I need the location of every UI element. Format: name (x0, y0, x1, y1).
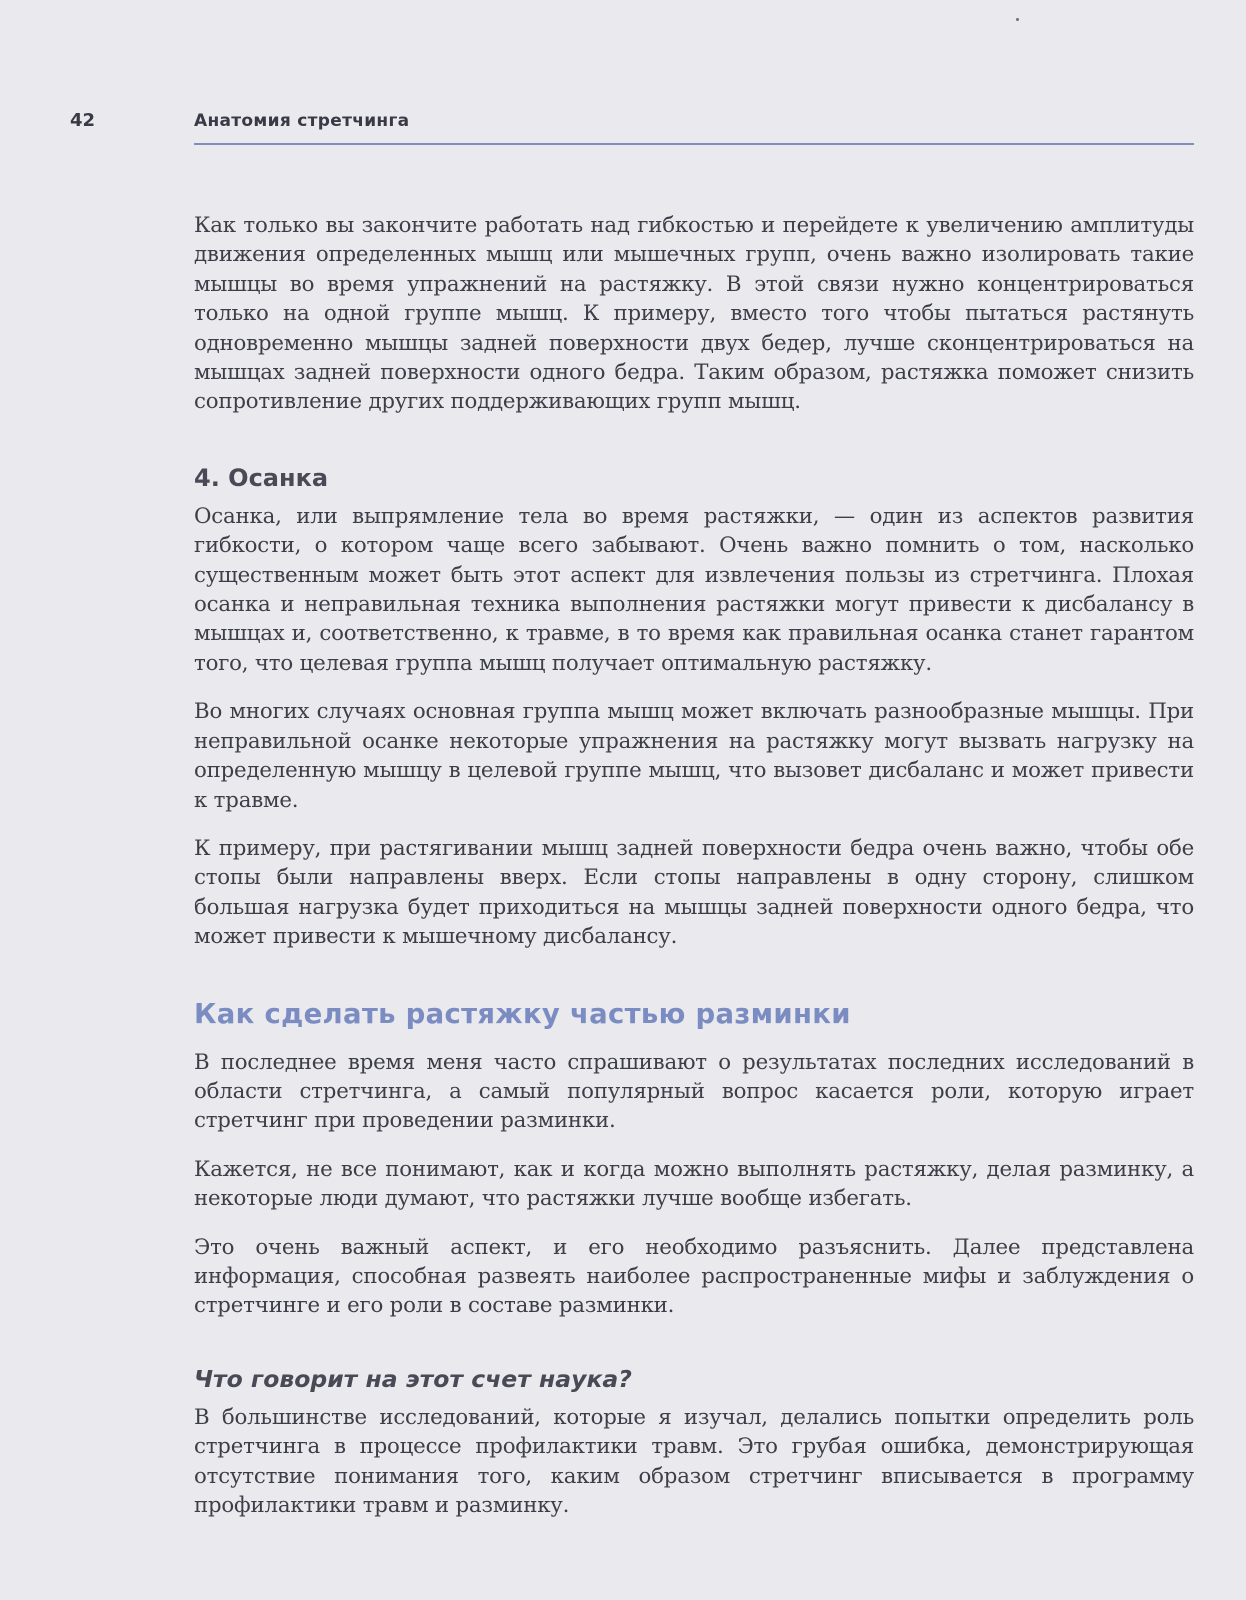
intro-paragraph: Как только вы закончите работать над гибкостью и перейдете к увеличению амплитуды движения определенных мышц или мышечных групп, очень важно изолировать такие мышцы во время упражнений на растяжку. В этой связи нужно концентрироваться только на одной группе мышц. К примеру, вместо того чтобы пытаться растянуть одновременно мышцы задней поверхности двух бедер, лучше сконцентрироваться на мышцах задней поверхности одного бедра. Таким образом, растяжка поможет снизить сопротивление других поддерживающих групп мышц. (194, 213, 1194, 415)
science-paragraph-1: В большинстве исследований, которые я изучал, делались попытки определить роль стретчинга в процессе профилактики травм. Это грубая ошибка, демонстрирующая отсутствие понимания того, каким образом стретчинг вписывается в программу профилактики травм и разминку. (194, 1404, 1194, 1518)
warmup-paragraph-2: Кажется, не все понимают, как и когда можно выполнять растяжку, делая разминку, а некоторые люди думают, что растяжки лучше вообще избегать. (194, 1156, 1194, 1212)
page-number: 42 (70, 110, 96, 131)
scan-speck (1016, 18, 1019, 21)
chapter-heading-warmup: Как сделать растяжку частью разминки (194, 997, 851, 1030)
warmup-paragraph-1: В последнее время меня часто спрашивают о результатах последних исследований в области стретчинга, а самый популярный вопрос касается роли, которую играет стретчинг при проведении разминки. (194, 1049, 1194, 1134)
running-head: Анатомия стретчинга (194, 111, 410, 131)
header-rule (194, 143, 1194, 145)
posture-paragraph-1: Осанка, или выпрямление тела во время растяжки, — один из аспектов развития гибкости, о котором чаще всего забывают. Очень важно помнить о том, насколько существенным может быть этот аспект для извлечения пользы из стретчинга. Плохая осанка и неправильная техника выполнения растяжки могут привести к дисбалансу в мышцах и, соответственно, к травме, в то время как правильная осанка станет гарантом того, что целевая группа мышц получает оптимальную растяжку. (194, 503, 1194, 676)
section-heading-posture: 4. Осанка (194, 463, 329, 492)
posture-paragraph-3: К примеру, при растягивании мышц задней поверхности бедра очень важно, чтобы обе стопы были направлены вверх. Если стопы направлены в одну сторону, слишком большая нагрузка будет приходиться на мышцы задней поверхности одного бедра, что может привести к мышечному дисбалансу. (194, 835, 1194, 950)
page-body (194, 211, 1194, 1520)
subheading-science: Что говорит на этот счет наука? (194, 1364, 632, 1393)
warmup-paragraph-3: Это очень важный аспект, и его необходимо разъяснить. Далее представлена информация, способная развеять наиболее распространенные мифы и заблуждения о стретчинге и его роли в составе разминки. (194, 1234, 1194, 1319)
posture-paragraph-2: Во многих случаях основная группа мышц может включать разнообразные мышцы. При неправильной осанке некоторые упражнения на растяжку могут вызвать нагрузку на определенную мышцу в целевой группе мышц, что вызовет дисбаланс и может привести к травме. (194, 699, 1194, 813)
